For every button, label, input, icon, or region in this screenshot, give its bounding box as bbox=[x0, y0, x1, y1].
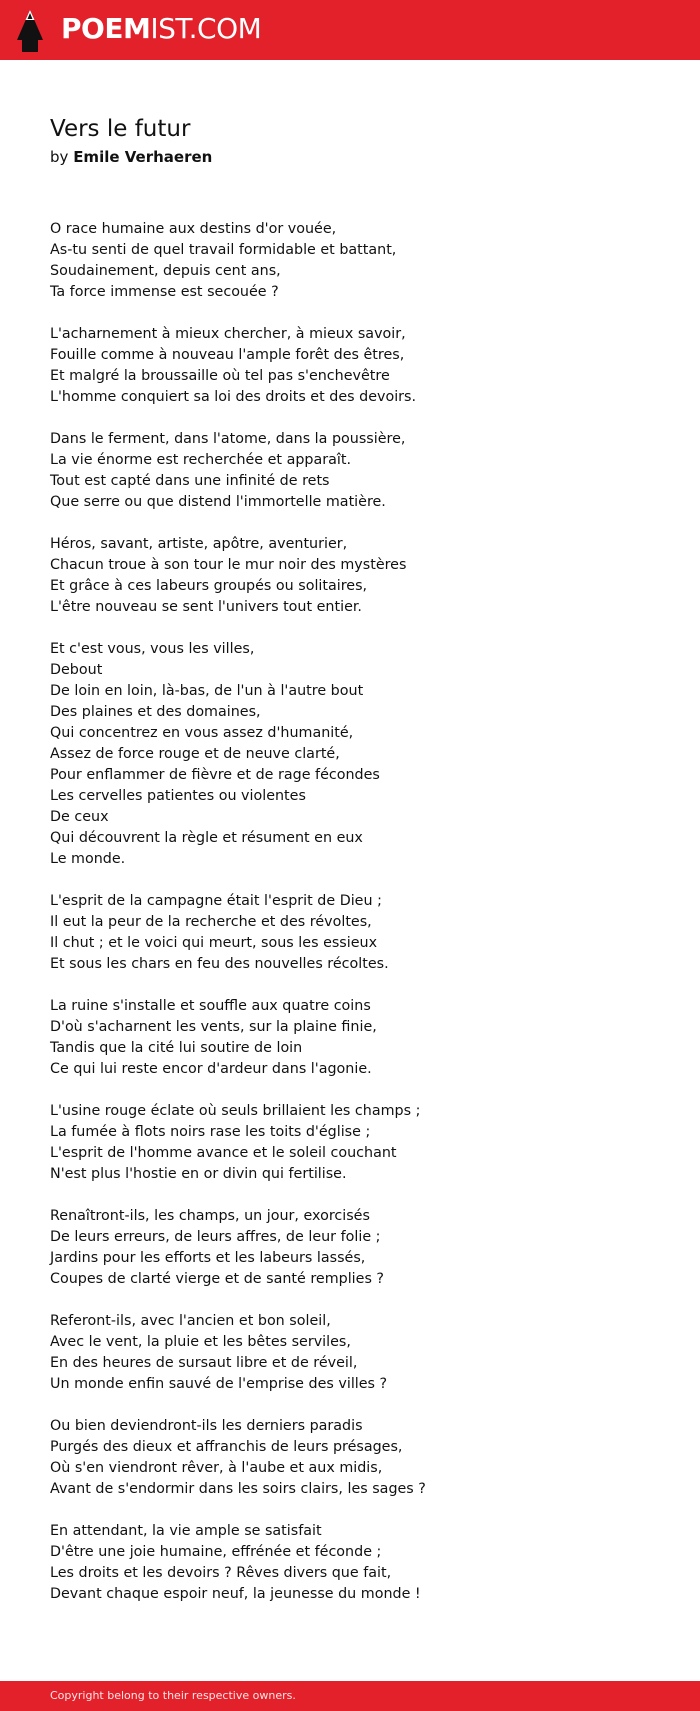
poem-line: Soudainement, depuis cent ans, bbox=[50, 263, 281, 279]
poem-line: D'être une joie humaine, effrénée et féconde ; bbox=[50, 1544, 382, 1560]
pencil-tip-icon[interactable] bbox=[17, 10, 43, 52]
stanza bbox=[50, 996, 670, 1080]
poem-line: Purgés des dieux et affranchis de leurs présages, bbox=[50, 1439, 403, 1455]
poem-line: Les cervelles patientes ou violentes bbox=[50, 788, 306, 804]
poem-body bbox=[50, 219, 670, 1626]
stanza bbox=[50, 1206, 670, 1290]
poem-line: N'est plus l'hostie en or divin qui fertilise. bbox=[50, 1166, 347, 1182]
poem-line: Héros, savant, artiste, apôtre, aventurier, bbox=[50, 536, 348, 552]
site-header bbox=[0, 0, 700, 60]
poem-line: Referont-ils, avec l'ancien et bon soleil, bbox=[50, 1313, 331, 1329]
stanza bbox=[50, 429, 670, 513]
stanza bbox=[50, 639, 670, 870]
poem-line: Debout bbox=[50, 662, 103, 678]
poem-line: Qui découvrent la règle et résument en eux bbox=[50, 830, 363, 846]
poem-line: En des heures de sursaut libre et de réveil, bbox=[50, 1355, 358, 1371]
poem-line: Ou bien deviendront-ils les derniers paradis bbox=[50, 1418, 363, 1434]
poem-line: Renaîtront-ils, les champs, un jour, exorcisés bbox=[50, 1208, 370, 1224]
poem-line: Que serre ou que distend l'immortelle matière. bbox=[50, 494, 386, 510]
poem-line: Dans le ferment, dans l'atome, dans la poussière, bbox=[50, 431, 406, 447]
stanza bbox=[50, 219, 670, 303]
poem-line: Tout est capté dans une infinité de rets bbox=[50, 473, 330, 489]
copyright-notice: Copyright belong to their respective owners. bbox=[50, 1689, 296, 1702]
by-label: by bbox=[50, 148, 69, 166]
stanza bbox=[50, 1521, 670, 1605]
poem-title: Vers le futur bbox=[50, 116, 191, 142]
poem-line: Qui concentrez en vous assez d'humanité, bbox=[50, 725, 354, 741]
poem-line: Où s'en viendront rêver, à l'aube et aux midis, bbox=[50, 1460, 383, 1476]
poem-line: L'esprit de l'homme avance et le soleil couchant bbox=[50, 1145, 397, 1161]
poem-line: La ruine s'installe et souffle aux quatre coins bbox=[50, 998, 371, 1014]
poem-line: L'acharnement à mieux chercher, à mieux savoir, bbox=[50, 326, 406, 342]
poem-line: De leurs erreurs, de leurs affres, de leur folie ; bbox=[50, 1229, 381, 1245]
stanza bbox=[50, 1311, 670, 1395]
poem-line: Jardins pour les efforts et les labeurs lassés, bbox=[50, 1250, 366, 1266]
poem-line: La vie énorme est recherchée et apparaît. bbox=[50, 452, 352, 468]
logo-strong-text: POEM bbox=[61, 12, 151, 45]
poem-line: Il chut ; et le voici qui meurt, sous les essieux bbox=[50, 935, 378, 951]
poem-line: Pour enflammer de fièvre et de rage fécondes bbox=[50, 767, 380, 783]
poem-line: Chacun troue à son tour le mur noir des mystères bbox=[50, 557, 407, 573]
byline bbox=[50, 146, 660, 168]
stanza bbox=[50, 324, 670, 408]
poem-line: Et sous les chars en feu des nouvelles récoltes. bbox=[50, 956, 389, 972]
poem-line: Un monde enfin sauvé de l'emprise des villes ? bbox=[50, 1376, 388, 1392]
poem-line: De ceux bbox=[50, 809, 109, 825]
stanza bbox=[50, 1101, 670, 1185]
stanza bbox=[50, 1416, 670, 1500]
poem-line: Devant chaque espoir neuf, la jeunesse du monde ! bbox=[50, 1586, 421, 1602]
poem-line: Ce qui lui reste encor d'ardeur dans l'agonie. bbox=[50, 1061, 372, 1077]
poem-line: Les droits et les devoirs ? Rêves divers que fait, bbox=[50, 1565, 392, 1581]
poem-line: Assez de force rouge et de neuve clarté, bbox=[50, 746, 340, 762]
poem-line: L'homme conquiert sa loi des droits et des devoirs. bbox=[50, 389, 417, 405]
logo-light-text: IST.COM bbox=[150, 12, 262, 45]
poem-line: En attendant, la vie ample se satisfait bbox=[50, 1523, 322, 1539]
poem-line: Coupes de clarté vierge et de santé remplies ? bbox=[50, 1271, 385, 1287]
poem-line: Et grâce à ces labeurs groupés ou solitaires, bbox=[50, 578, 368, 594]
poem-line: L'être nouveau se sent l'univers tout entier. bbox=[50, 599, 362, 615]
poem-line: D'où s'acharnent les vents, sur la plaine finie, bbox=[50, 1019, 377, 1035]
poem-line: Et c'est vous, vous les villes, bbox=[50, 641, 255, 657]
poem-line: As-tu senti de quel travail formidable et battant, bbox=[50, 242, 397, 258]
poem-line: Avec le vent, la pluie et les bêtes serviles, bbox=[50, 1334, 351, 1350]
author-name: Emile Verhaeren bbox=[73, 148, 213, 166]
poem-line: O race humaine aux destins d'or vouée, bbox=[50, 221, 337, 237]
poem-line: Fouille comme à nouveau l'ample forêt des êtres, bbox=[50, 347, 405, 363]
site-footer bbox=[0, 1681, 700, 1711]
poem-line: De loin en loin, là-bas, de l'un à l'autre bout bbox=[50, 683, 364, 699]
poem-line: La fumée à flots noirs rase les toits d'église ; bbox=[50, 1124, 371, 1140]
poem-line: Le monde. bbox=[50, 851, 126, 867]
stanza bbox=[50, 891, 670, 975]
site-logo[interactable] bbox=[61, 12, 261, 46]
poem-line: Avant de s'endormir dans les soirs clairs, les sages ? bbox=[50, 1481, 426, 1497]
poem-line: Ta force immense est secouée ? bbox=[50, 284, 279, 300]
poem-line: Il eut la peur de la recherche et des révoltes, bbox=[50, 914, 372, 930]
poem-line: L'usine rouge éclate où seuls brillaient les champs ; bbox=[50, 1103, 421, 1119]
poem-line: Des plaines et des domaines, bbox=[50, 704, 261, 720]
poem-line: Et malgré la broussaille où tel pas s'enchevêtre bbox=[50, 368, 390, 384]
poem-line: L'esprit de la campagne était l'esprit de Dieu ; bbox=[50, 893, 382, 909]
stanza bbox=[50, 534, 670, 618]
poem-line: Tandis que la cité lui soutire de loin bbox=[50, 1040, 303, 1056]
poem-header bbox=[50, 112, 660, 168]
